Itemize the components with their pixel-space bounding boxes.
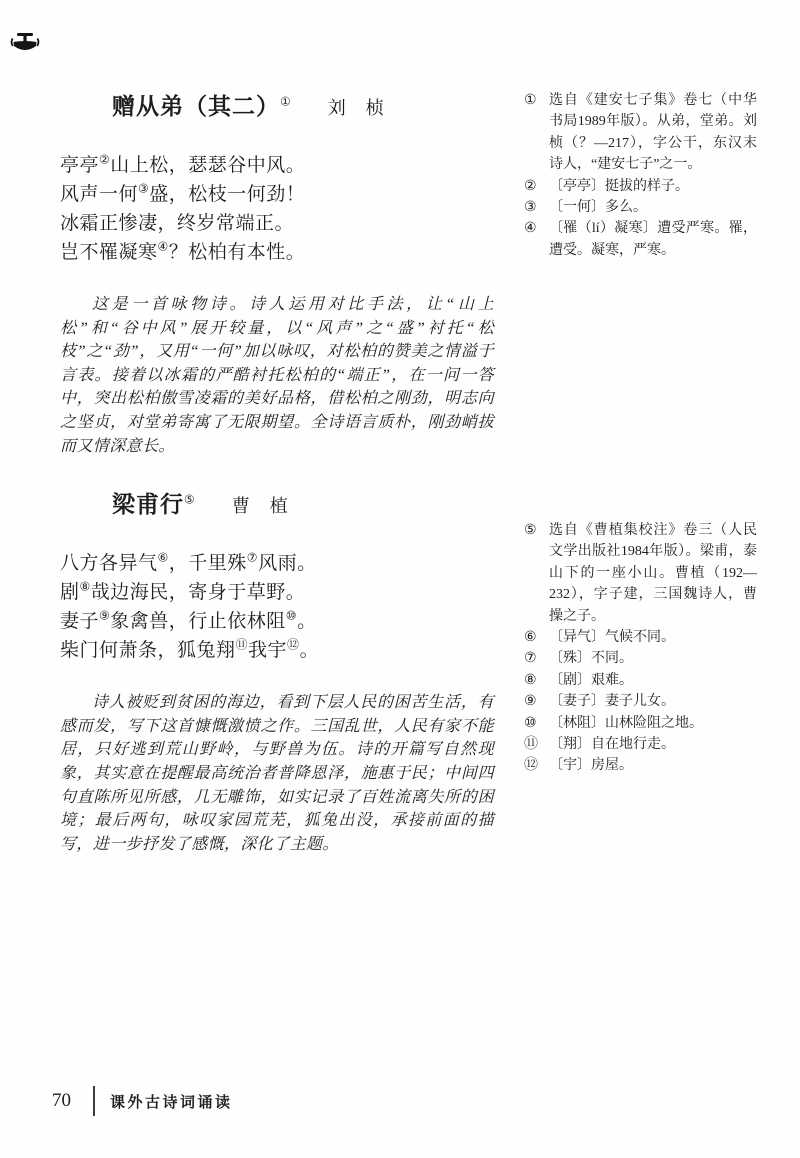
poem-text: 我宇 [248,640,288,662]
footnote-number: ⑧ [524,672,537,688]
poem-body [60,151,494,267]
footnote-number: ⑥ [524,630,537,646]
footnote-group-2 [524,520,757,777]
poem-title-text: 赠从弟（其二） [112,94,280,119]
poem-line [60,209,494,238]
footnote-item [524,734,757,755]
section-title: 课外古诗词诵读 [110,1094,233,1111]
poem-section-zengcongdi [60,88,494,458]
footnote-text: 〔林阻〕山林险阻之地。 [549,715,703,731]
footnote-number: ① [524,93,537,108]
footnote-ref: ② [99,152,111,167]
poem-text: 风雨。 [258,553,317,575]
poem-section-liangfuxing [60,486,494,856]
poem-title [112,486,196,519]
poem-text: 岂不罹凝寒 [60,242,158,263]
footnote-ref: ⑫ [287,637,300,652]
poem-text: 风声一何 [60,184,139,205]
poem-text: 山上松，瑟瑟谷中风。 [110,155,306,176]
footnote-item [524,520,757,627]
page-number: 70 [52,1090,71,1111]
poem-author: 曹 植 [231,496,289,517]
poem-text: 八方各异气 [60,553,158,575]
footnote-item [524,218,757,261]
footnote-text: 〔剧〕艰难。 [549,672,633,688]
footnote-group-1 [524,90,757,261]
footnote-ref: ⑩ [285,608,298,623]
footnote-ref: ① [280,94,292,109]
poem-text: ？松柏有本性。 [168,242,306,263]
poem-text: 。 [299,640,320,662]
footnote-number: ④ [524,221,537,237]
footnote-text: 选自《建安七子集》卷七（中华书局1989年版）。从弟，堂弟。刘桢（？—217），字公干，东汉末诗人，“建安七子”之一。 [549,93,757,173]
footnote-ref: ④ [157,239,169,254]
footnote-text: 〔异气〕气候不同。 [549,630,675,646]
footnote-number: ⑫ [524,758,538,774]
footnote-ref: ⑥ [157,550,169,565]
footnote-text: 〔宇〕房屋。 [549,758,633,774]
poem-commentary: 诗人被贬到贫困的海边，看到下层人民的困苦生活，有感而发，写下这首慷慨激愤之作。三国乱世，人民有家不能居，只好逃到荒山野岭，与野兽为伍。诗的开篇写自然现象，其实意在提醒最高统治者普降恩泽，施惠于民；中间四句直陈所见所感，几无雕饰，如实记录了百姓流离失所的困境；最后两句，咏叹家园荒芜，狐兔出没，承接前面的描写，进一步抒发了感慨，深化了主题。 [60,694,494,853]
poem-line [60,180,494,209]
page-footer [52,1086,233,1116]
poem-line [60,636,494,665]
footnote-text: 〔一何〕多么。 [549,200,647,216]
footnote-ref: ③ [138,181,150,196]
poem-text: 妻子 [60,611,100,633]
poem-title [112,88,292,121]
footer-divider [93,1086,95,1116]
footnote-item [524,197,757,218]
poem-text: ，千里殊 [168,553,247,575]
footnote-ref: ⑪ [235,637,249,652]
poem-line [60,578,494,607]
poem-text: 柴门何萧条，狐兔翔 [60,640,236,662]
poem-commentary: 这是一首咏物诗。诗人运用对比手法，让“山上松”和“谷中风”展开较量，以“风声”之“盛”衬托“松枝”之“劲”，又用“一何”加以咏叹，对松柏的赞美之情溢于言表。接着以冰霜的严酷衬托松柏的“端正”，在一问一答中，突出松柏傲雪凌霜的美好品格，借松柏之刚劲，明志向之坚贞，对堂弟寄寓了无限期望。全诗语言质朴，刚劲峭拔而又情深意长。 [60,296,494,455]
poem-title-text: 梁甫行 [112,492,184,518]
footnote-item [524,648,757,669]
poem-line [60,549,494,578]
poem-title-row [60,486,494,519]
poem-text: 象禽兽，行止依林阻 [110,611,286,633]
footnote-number: ③ [524,200,537,216]
footnote-ref: ⑦ [246,550,259,565]
poem-line [60,151,494,180]
poem-author: 刘 桢 [327,98,385,118]
poem-line [60,238,494,267]
footnote-ref: ⑨ [99,608,111,623]
footnote-text: 〔亭亭〕挺拔的样子。 [549,178,689,194]
poem-body [60,549,494,665]
footnote-item [524,90,757,176]
footnote-number: ⑨ [524,694,537,710]
footnote-ref: ⑤ [184,492,196,507]
footnote-item [524,176,757,197]
footnote-number: ⑩ [524,715,537,731]
footnote-number: ⑪ [524,737,538,753]
footnote-item [524,713,757,734]
footnote-item [524,627,757,648]
anchor-icon [10,30,40,60]
footnote-text: 选自《曹植集校注》卷三（人民文学出版社1984年版）。梁甫，泰山下的一座小山。曹植（192—232），字子建，三国魏诗人，曹操之子。 [549,523,757,624]
anchor-icon-svg [10,30,40,60]
poem-title-row [60,88,494,121]
poem-text: 剧 [60,582,80,604]
footnote-item [524,755,757,776]
poem-text: 冰霜正惨凄，终岁常端正。 [60,213,295,234]
poem-line [60,607,494,636]
poem-text: 。 [297,611,317,633]
footnote-number: ⑤ [524,523,537,538]
main-column [60,88,494,856]
poem-text: 亭亭 [60,155,100,176]
footnote-number: ② [524,178,537,194]
footnote-text: 〔妻子〕妻子儿女。 [549,694,675,710]
footnote-item [524,670,757,691]
footnote-text: 〔殊〕不同。 [549,651,633,667]
footnote-item [524,691,757,712]
footnote-text: 〔翔〕自在地行走。 [549,737,675,753]
footnote-text: 〔罹（lí）凝寒〕遭受严寒。罹，遭受。凝寒，严寒。 [549,221,757,258]
poem-text: 盛，松枝一何劲！ [149,184,306,205]
footnote-number: ⑦ [524,651,537,667]
poem-text: 哉边海民，寄身于草野。 [90,582,306,604]
footnote-ref: ⑧ [79,579,91,594]
